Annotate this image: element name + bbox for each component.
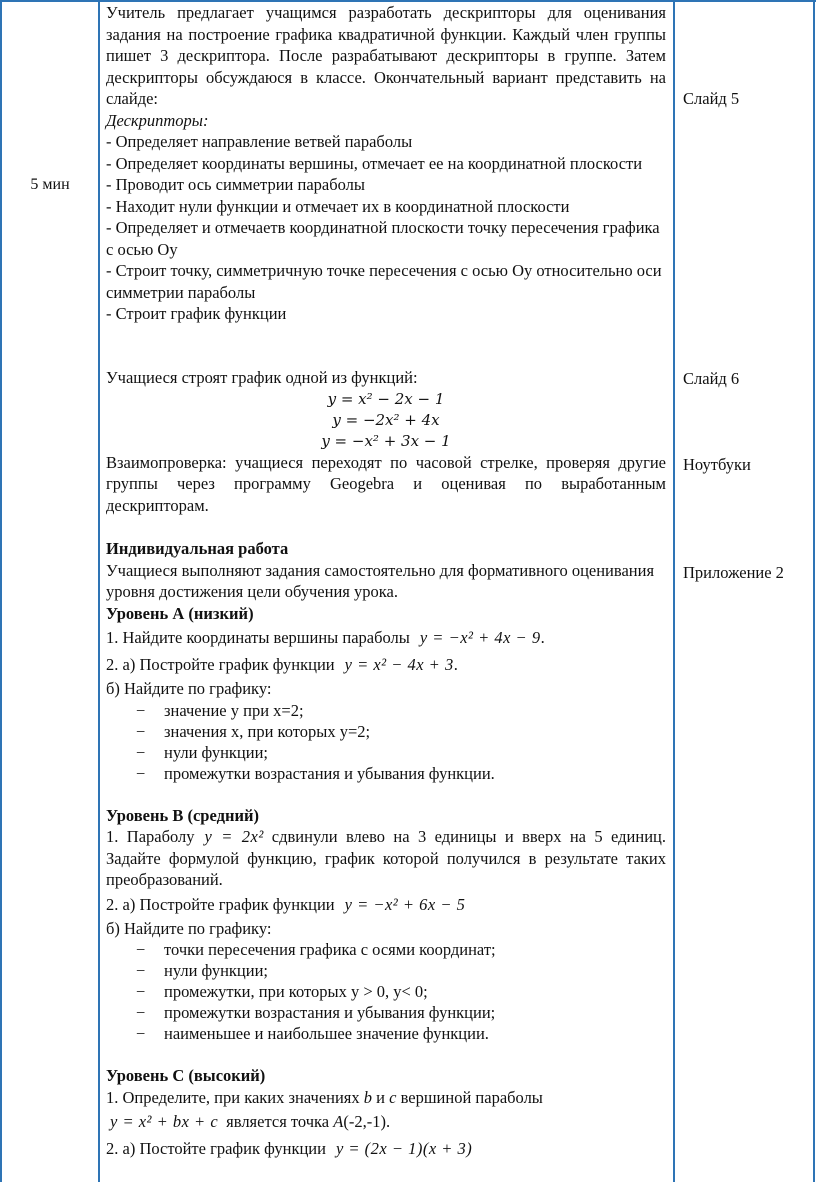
- descriptor-item: - Строит точку, симметричную точке пересечения с осью Оу относительно оси симметрии параболы: [106, 261, 662, 302]
- individual-heading: Индивидуальная работа: [106, 539, 289, 558]
- descriptor-item: - Строит график функции: [106, 304, 287, 323]
- level-c-question-2: 2. а) Постойте график функции y = (2x − 1)(x + 3): [106, 1139, 473, 1158]
- resource-slide-6: Слайд 6: [683, 369, 740, 388]
- table-right-border: [813, 0, 815, 1182]
- formula: y = −x² + 4x − 9: [419, 628, 541, 647]
- level-b-subheading: б) Найдите по графику:: [106, 918, 272, 938]
- task-intro: Учитель предлагает учащимся разработать дескрипторы для оценивания задания на построение графика квадратичной функции. Каждый член группы пишет 3 дескриптора. После разрабатывают дескрипторы в группе. Затем дескрипторы обсуждаюся в классе. Окончательный вариант представить на слайде:: [106, 3, 666, 108]
- individual-intro: Учащиеся выполняют задания самостоятельно для формативного оценивания уровня достижения цели обучения урока.: [106, 560, 655, 601]
- resource-laptops: Ноутбуки: [683, 455, 751, 474]
- descriptor-item: - Проводит ось симметрии параболы: [106, 175, 365, 194]
- level-a-subheading: б) Найдите по графику:: [106, 679, 272, 698]
- formula: y = x² + bx + c: [110, 1112, 219, 1131]
- list-item: − промежутки, при которых у > 0, у< 0;: [136, 982, 428, 1001]
- resource-appendix-2: Приложение 2: [683, 563, 784, 582]
- peer-check-text: Взаимопроверка: учащиеся переходят по часовой стрелке, проверяя другие группы через программу Geogebra и оценивая по выработанным дескрипторам.: [106, 452, 666, 515]
- level-b-title: Уровень В (средний): [106, 805, 259, 825]
- list-item: − значения х, при которых у=2;: [136, 721, 371, 741]
- level-c-title: Уровень С (высокий): [106, 1066, 266, 1085]
- level-a-question-1: 1. Найдите координаты вершины параболы y = −x² + 4x − 9.: [106, 628, 545, 647]
- function-formula: y = x² − 2x − 1: [327, 389, 445, 408]
- list-item: − наименьшее и наибольшее значение функции.: [136, 1024, 489, 1043]
- formula: y = (2x − 1)(x + 3): [335, 1139, 473, 1158]
- time-cell: 5 мин: [30, 176, 70, 193]
- list-item: − промежутки возрастания и убывания функции;: [136, 1003, 496, 1022]
- descriptor-item: - Определяет направление ветвей параболы: [106, 132, 413, 151]
- function-formula: y = −2x² + 4x: [332, 410, 440, 429]
- formula: y = −x² + 6x − 5: [344, 894, 466, 914]
- individual-work-block: [106, 538, 666, 1162]
- group-task-block: [106, 2, 666, 325]
- level-a-title: Уровень А (низкий): [106, 603, 254, 623]
- level-c-question-1: 1. Определите, при каких значениях b и c вершиной параболы: [106, 1087, 543, 1107]
- resource-slide-5: Слайд 5: [683, 89, 740, 108]
- descriptor-item: - Определяет координаты вершины, отмечает ее на координатной плоскости: [106, 153, 643, 173]
- level-b-question-1: 1. Параболу y = 2x² сдвинули влево на 3 единицы и вверх на 5 единиц. Задайте формулой функцию, график которой получился в результате таких преобразований.: [106, 827, 666, 889]
- descriptors-heading: Дескрипторы:: [106, 110, 209, 130]
- formula: y = 2x²: [204, 827, 264, 846]
- column-divider-2: [673, 0, 675, 1182]
- list-item: − значение у при х=2;: [136, 700, 304, 720]
- level-c-question-1-cont: y = x² + bx + c является точка A(-2,-1).: [110, 1112, 391, 1131]
- level-b-question-2: 2. а) Постройте график функции y = −x² + 6x − 5: [106, 894, 466, 914]
- descriptor-item: - Определяет и отмечаетв координатной плоскости точку пересечения графика с осью Оу: [106, 218, 660, 259]
- list-item: − промежутки возрастания и убывания функции.: [136, 763, 495, 783]
- level-a-question-2: 2. а) Постройте график функции y = x² − 4x + 3.: [106, 655, 458, 674]
- function-formula: y = −x² + 3x − 1: [321, 431, 451, 450]
- formula: y = x² − 4x + 3: [344, 655, 454, 674]
- function-task-block: [106, 367, 666, 516]
- list-item: − нули функции;: [136, 961, 268, 980]
- list-item: − нули функции;: [136, 742, 268, 762]
- column-divider-1: [98, 0, 100, 1182]
- list-item: − точки пересечения графика с осями координат;: [136, 940, 496, 959]
- descriptor-item: - Находит нули функции и отмечает их в координатной плоскости: [106, 196, 570, 216]
- build-intro: Учащиеся строят график одной из функций:: [106, 368, 418, 387]
